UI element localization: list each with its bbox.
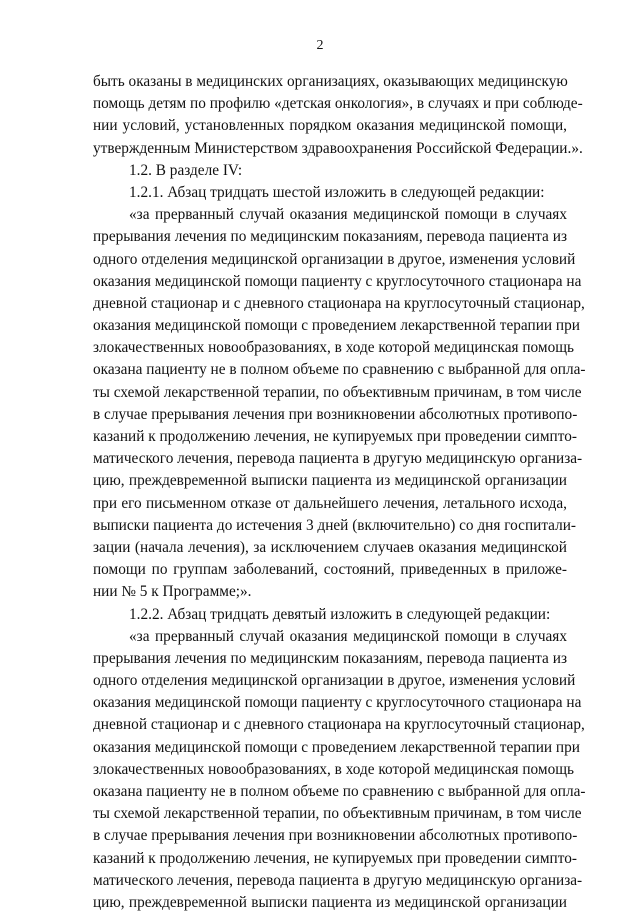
text-line: помощь детям по профилю «детская онкология», в случаях и при соблюде- [93, 95, 583, 113]
text-line: дневной стационар и с дневного стационара на круглосуточный стационар, [93, 294, 585, 312]
text-line: 1.2.1. Абзац тридцать шестой изложить в следующей редакции: [129, 183, 545, 201]
text-line: прерывания лечения по медицинским показаниям, перевода пациента из [93, 228, 567, 246]
text-line: в случае прерывания лечения при возникновении абсолютных противопо- [93, 405, 578, 423]
text-line: оказания медицинской помощи с проведением лекарственной терапии при [93, 738, 580, 756]
text-line: прерывания лечения по медицинским показаниям, перевода пациента из [93, 649, 567, 667]
text-line: помощи по группам заболеваний, состояний, приведенных в приложе- [93, 561, 567, 579]
text-line: матического лечения, перевода пациента в другую медицинскую организа- [93, 450, 583, 468]
text-line: злокачественных новообразованиях, в ходе которой медицинская помощь [93, 339, 574, 357]
text-line: «за прерванный случай оказания медицинской помощи в случаях [129, 206, 567, 224]
text-line: цию, преждевременной выписки пациента из медицинской организации [93, 472, 567, 490]
text-line: зации (начала лечения), за исключением случаев оказания медицинской [93, 538, 567, 556]
text-line: «за прерванный случай оказания медицинской помощи в случаях [129, 627, 567, 645]
text-line: цию, преждевременной выписки пациента из медицинской организации [93, 893, 567, 911]
text-line: казаний к продолжению лечения, не купируемых при проведении симпто- [93, 849, 577, 867]
page-number: 2 [316, 38, 324, 53]
text-line: 1.2. В разделе IV: [129, 161, 243, 179]
text-line: выписки пациента до истечения 3 дней (включительно) со дня госпитали- [93, 516, 577, 534]
text-line: оказана пациенту не в полном объеме по сравнению с выбранной для опла- [93, 783, 586, 800]
text-line: оказания медицинской помощи с проведением лекарственной терапии при [93, 317, 580, 335]
text-line: одного отделения медицинской организации в другое, изменения условий [93, 250, 576, 268]
text-line: дневной стационар и с дневного стационара на круглосуточный стационар, [93, 716, 585, 734]
text-line: матического лечения, перевода пациента в другую медицинскую организа- [93, 871, 583, 889]
text-line: оказания медицинской помощи пациенту с круглосуточного стационара на [93, 272, 582, 290]
text-line: нии № 5 к Программе;». [93, 583, 252, 601]
text-line: утвержденным Министерством здравоохранения Российской Федерации.». [93, 139, 583, 157]
text-line: ты схемой лекарственной терапии, по объективным причинам, в том числе [93, 805, 582, 823]
text-line: нии условий, установленных порядком оказания медицинской помощи, [93, 117, 567, 135]
text-line: при его письменном отказе от дальнейшего лечения, летального исхода, [93, 494, 567, 512]
text-line: ты схемой лекарственной терапии, по объективным причинам, в том числе [93, 383, 582, 401]
text-line: оказания медицинской помощи пациенту с круглосуточного стационара на [93, 694, 582, 712]
text-line: в случае прерывания лечения при возникновении абсолютных противопо- [93, 827, 578, 845]
text-line: быть оказаны в медицинских организациях, оказывающих медицинскую [93, 73, 568, 90]
document-body [93, 71, 586, 914]
text-line: 1.2.2. Абзац тридцать девятый изложить в следующей редакции: [129, 605, 551, 623]
text-line: злокачественных новообразованиях, в ходе которой медицинская помощь [93, 760, 574, 778]
text-line: оказана пациенту не в полном объеме по сравнению с выбранной для опла- [93, 361, 586, 379]
text-line: казаний к продолжению лечения, не купируемых при проведении симпто- [93, 428, 577, 445]
text-line: одного отделения медицинской организации в другое, изменения условий [93, 672, 576, 690]
